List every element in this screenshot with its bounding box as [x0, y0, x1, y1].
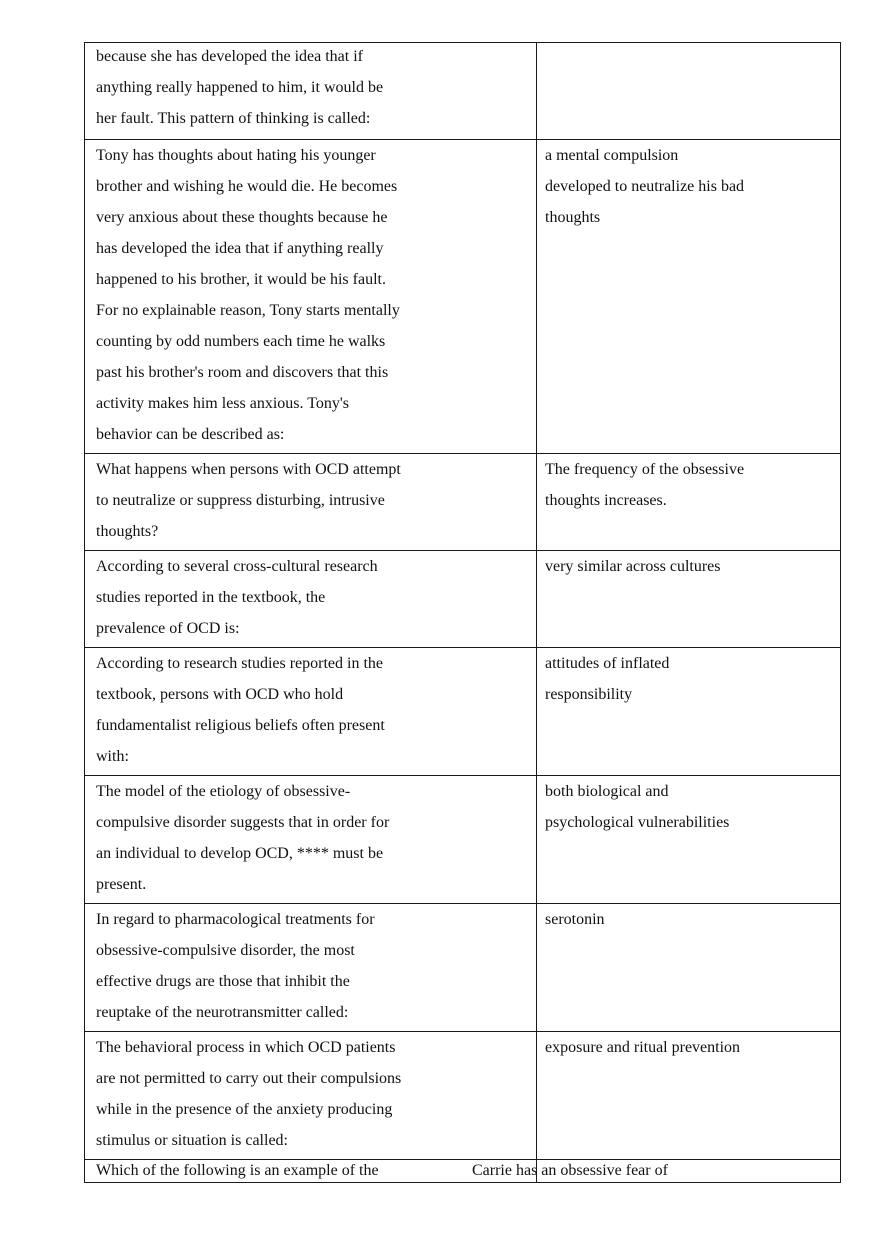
table-row: [85, 904, 841, 1032]
answer-cell: [472, 1160, 841, 1183]
answer-cell: [537, 1032, 841, 1160]
question-text: The behavioral process in which OCD patients are not permitted to carry out their compulsions while in the presence of the anxiety producing stimulus or situation is called:: [96, 1039, 402, 1149]
question-cell: [85, 776, 537, 904]
answer-cell: [537, 43, 841, 140]
answer-text: The frequency of the obsessive thoughts increases.: [545, 461, 745, 509]
table-row: [85, 454, 841, 551]
question-cell: [85, 454, 537, 551]
question-text: According to several cross-cultural research studies reported in the textbook, the prevalence of OCD is:: [96, 558, 378, 637]
table-row: [85, 648, 841, 776]
question-cell: [85, 43, 537, 140]
answer-cell: [537, 904, 841, 1032]
question-cell: [85, 1032, 537, 1160]
flashcard-table: [84, 42, 841, 1183]
question-text: In regard to pharmacological treatments for obsessive-compulsive disorder, the most effective drugs are those that inhibit the reuptake of the neurotransmitter called:: [96, 911, 375, 1021]
question-cell: [85, 140, 537, 454]
answer-text: both biological and psychological vulnerabilities: [545, 783, 730, 831]
question-cell: [85, 551, 537, 648]
table-row: [85, 1160, 841, 1183]
answer-text: a mental compulsion developed to neutralize his bad thoughts: [545, 147, 745, 226]
answer-text: exposure and ritual prevention: [545, 1039, 741, 1056]
answer-cell: [537, 454, 841, 551]
question-text: Which of the following is an example of the: [96, 1162, 379, 1179]
answer-cell: [537, 648, 841, 776]
question-cell: [85, 904, 537, 1032]
answer-text: very similar across cultures: [545, 558, 721, 575]
answer-text: serotonin: [545, 911, 605, 928]
question-cell: [85, 1160, 537, 1183]
answer-cell: [537, 551, 841, 648]
question-text: What happens when persons with OCD attempt to neutralize or suppress disturbing, intrusive thoughts?: [96, 461, 401, 540]
table-row: [85, 43, 841, 140]
question-text: because she has developed the idea that if anything really happened to him, it would be her fault. This pattern of thinking is called:: [96, 48, 384, 127]
answer-cell: [537, 140, 841, 454]
table-row: [85, 1032, 841, 1160]
question-text: Tony has thoughts about hating his younger brother and wishing he would die. He becomes very anxious about these thoughts because he has developed the idea that if anything really happened to his brother, it would be his fault. For no explainable reason, Tony starts mentally counting by odd numbers each time he walks past his brother's room and discovers that this activity makes him less anxious. Tony's behavior can be described as:: [96, 147, 400, 443]
question-cell: [85, 648, 537, 776]
table-row: [85, 551, 841, 648]
answer-text: Carrie has an obsessive fear of: [472, 1162, 668, 1179]
question-text: The model of the etiology of obsessive- compulsive disorder suggests that in order for an individual to develop OCD, **** must be present.: [96, 783, 390, 893]
question-text: According to research studies reported in the textbook, persons with OCD who hold fundamentalist religious beliefs often present with:: [96, 655, 385, 765]
table-row: [85, 140, 841, 454]
table-row: [85, 776, 841, 904]
answer-text: attitudes of inflated responsibility: [545, 655, 670, 703]
answer-cell: [537, 776, 841, 904]
